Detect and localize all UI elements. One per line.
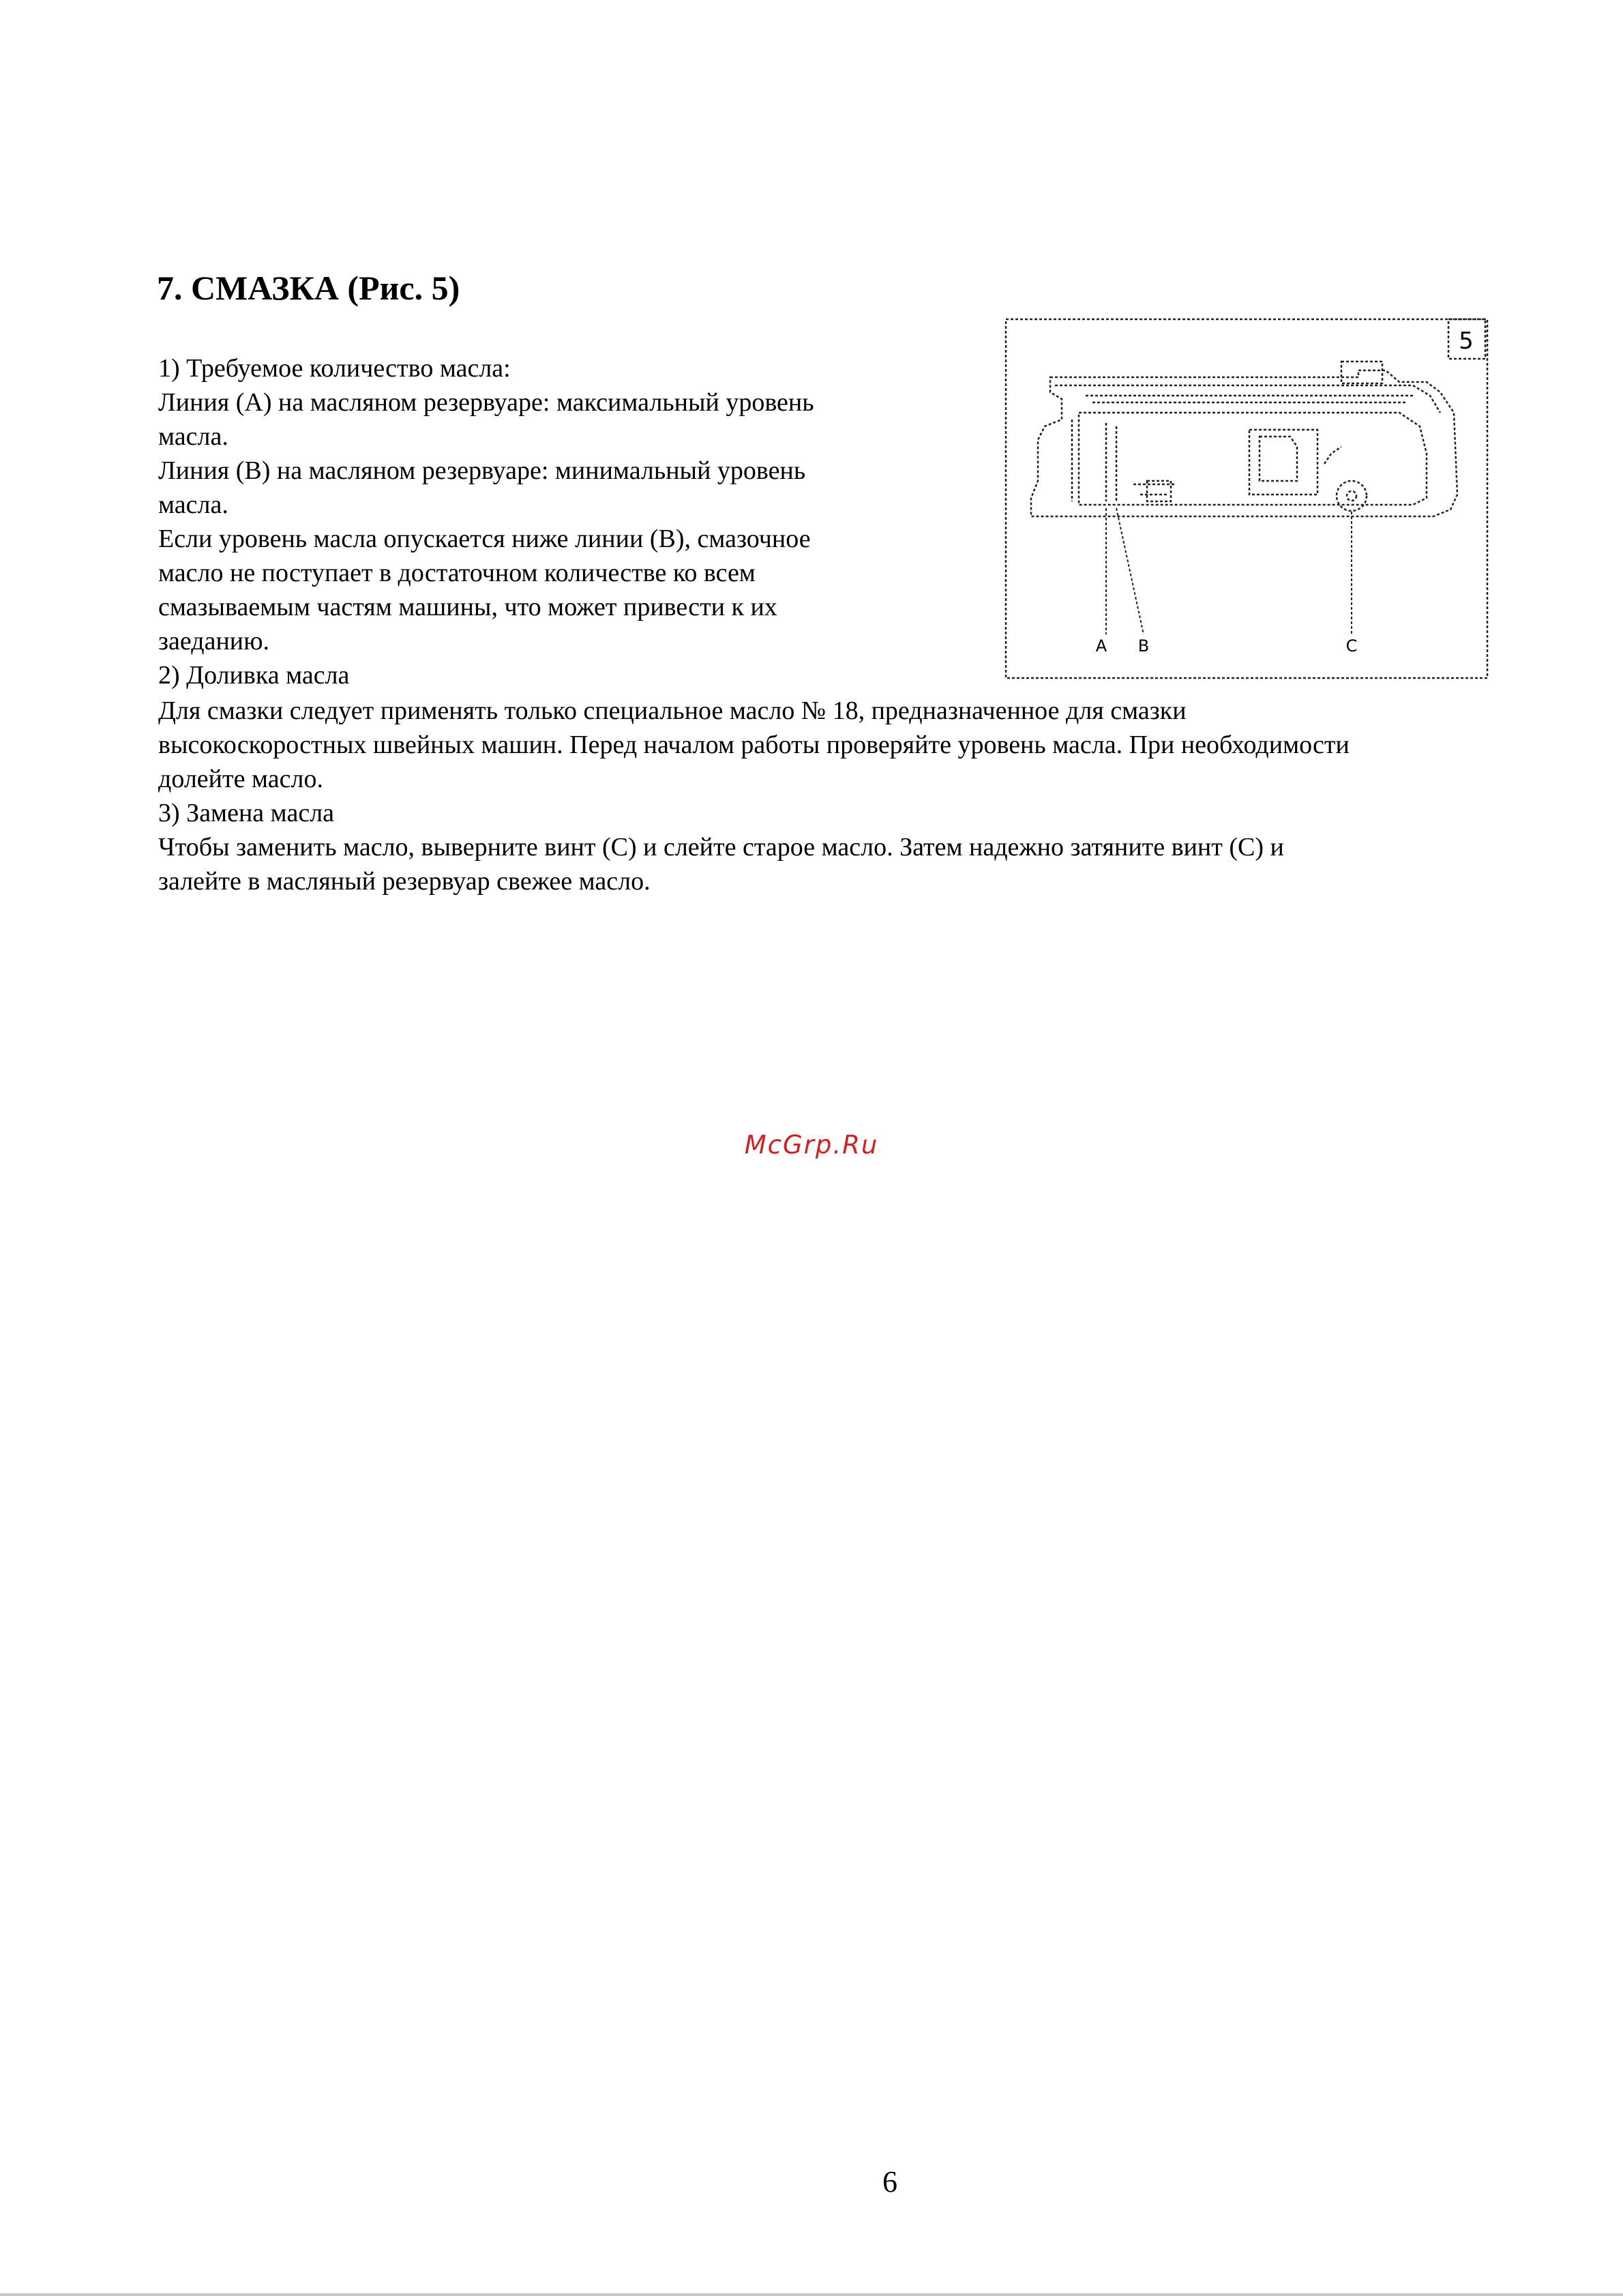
oil-reservoir-figure	[1004, 317, 1489, 680]
text-line: 1) Требуемое количество масла:	[158, 354, 511, 383]
text-line: масла.	[158, 490, 228, 519]
reservoir-outline	[1031, 370, 1457, 516]
oil-reservoir-drawing	[1004, 317, 1489, 680]
oil-quantity-text	[158, 351, 814, 692]
text-line: Чтобы заменить масло, выверните винт (C) и слейте старое масло. Затем надежно затяните винт (C) и	[158, 833, 1284, 862]
text-line: 2) Доливка масла	[158, 661, 350, 690]
text-line: смазываемым частям машины, что может привести к их	[158, 593, 777, 621]
figure-number: 5	[1459, 327, 1474, 355]
rail-lines	[1086, 396, 1413, 402]
drain-screw-c	[1337, 481, 1367, 511]
text-line: Линия (A) на масляном резервуаре: максимальный уровень	[158, 388, 814, 417]
figure-frame	[1006, 319, 1487, 678]
label-a: A	[1095, 636, 1107, 656]
oil-refill-text	[158, 694, 1350, 898]
page-bottom-divider	[0, 2293, 1623, 2296]
section-heading: 7. СМАЗКА (Рис. 5)	[157, 269, 460, 307]
pump-detail	[1260, 437, 1297, 481]
float-marks	[1133, 484, 1174, 495]
text-line: 3) Замена масла	[158, 799, 335, 827]
text-line: Для смазки следует применять только специальное масло № 18, предназначенное для смазки	[158, 696, 1187, 725]
pump-body	[1249, 430, 1317, 495]
watermark: McGrp.Ru	[744, 1130, 879, 1160]
pipe-detail	[1324, 447, 1341, 464]
text-line: масло не поступает в достаточном количестве ко всем	[158, 559, 756, 587]
top-block	[1341, 362, 1382, 383]
label-c: C	[1345, 636, 1358, 656]
text-line: высокоскоростных швейных машин. Перед началом работы проверяйте уровень масла. При необходимости	[158, 731, 1350, 759]
reservoir-inner	[1079, 413, 1427, 505]
text-line: долейте масло.	[158, 765, 323, 793]
text-line: Линия (B) на масляном резервуаре: минимальный уровень	[158, 456, 806, 485]
text-line: залейте в масляный резервуар свежее масло.	[158, 867, 651, 896]
text-line: масла.	[158, 422, 228, 451]
label-b: B	[1137, 636, 1150, 656]
text-line: Если уровень масла опускается ниже линии (B), смазочное	[158, 525, 811, 553]
reservoir-rim	[1055, 385, 1440, 413]
leader-b	[1116, 508, 1144, 634]
drain-screw-center	[1347, 491, 1356, 501]
page-number: 6	[882, 2165, 897, 2198]
text-line: заеданию.	[158, 627, 270, 656]
